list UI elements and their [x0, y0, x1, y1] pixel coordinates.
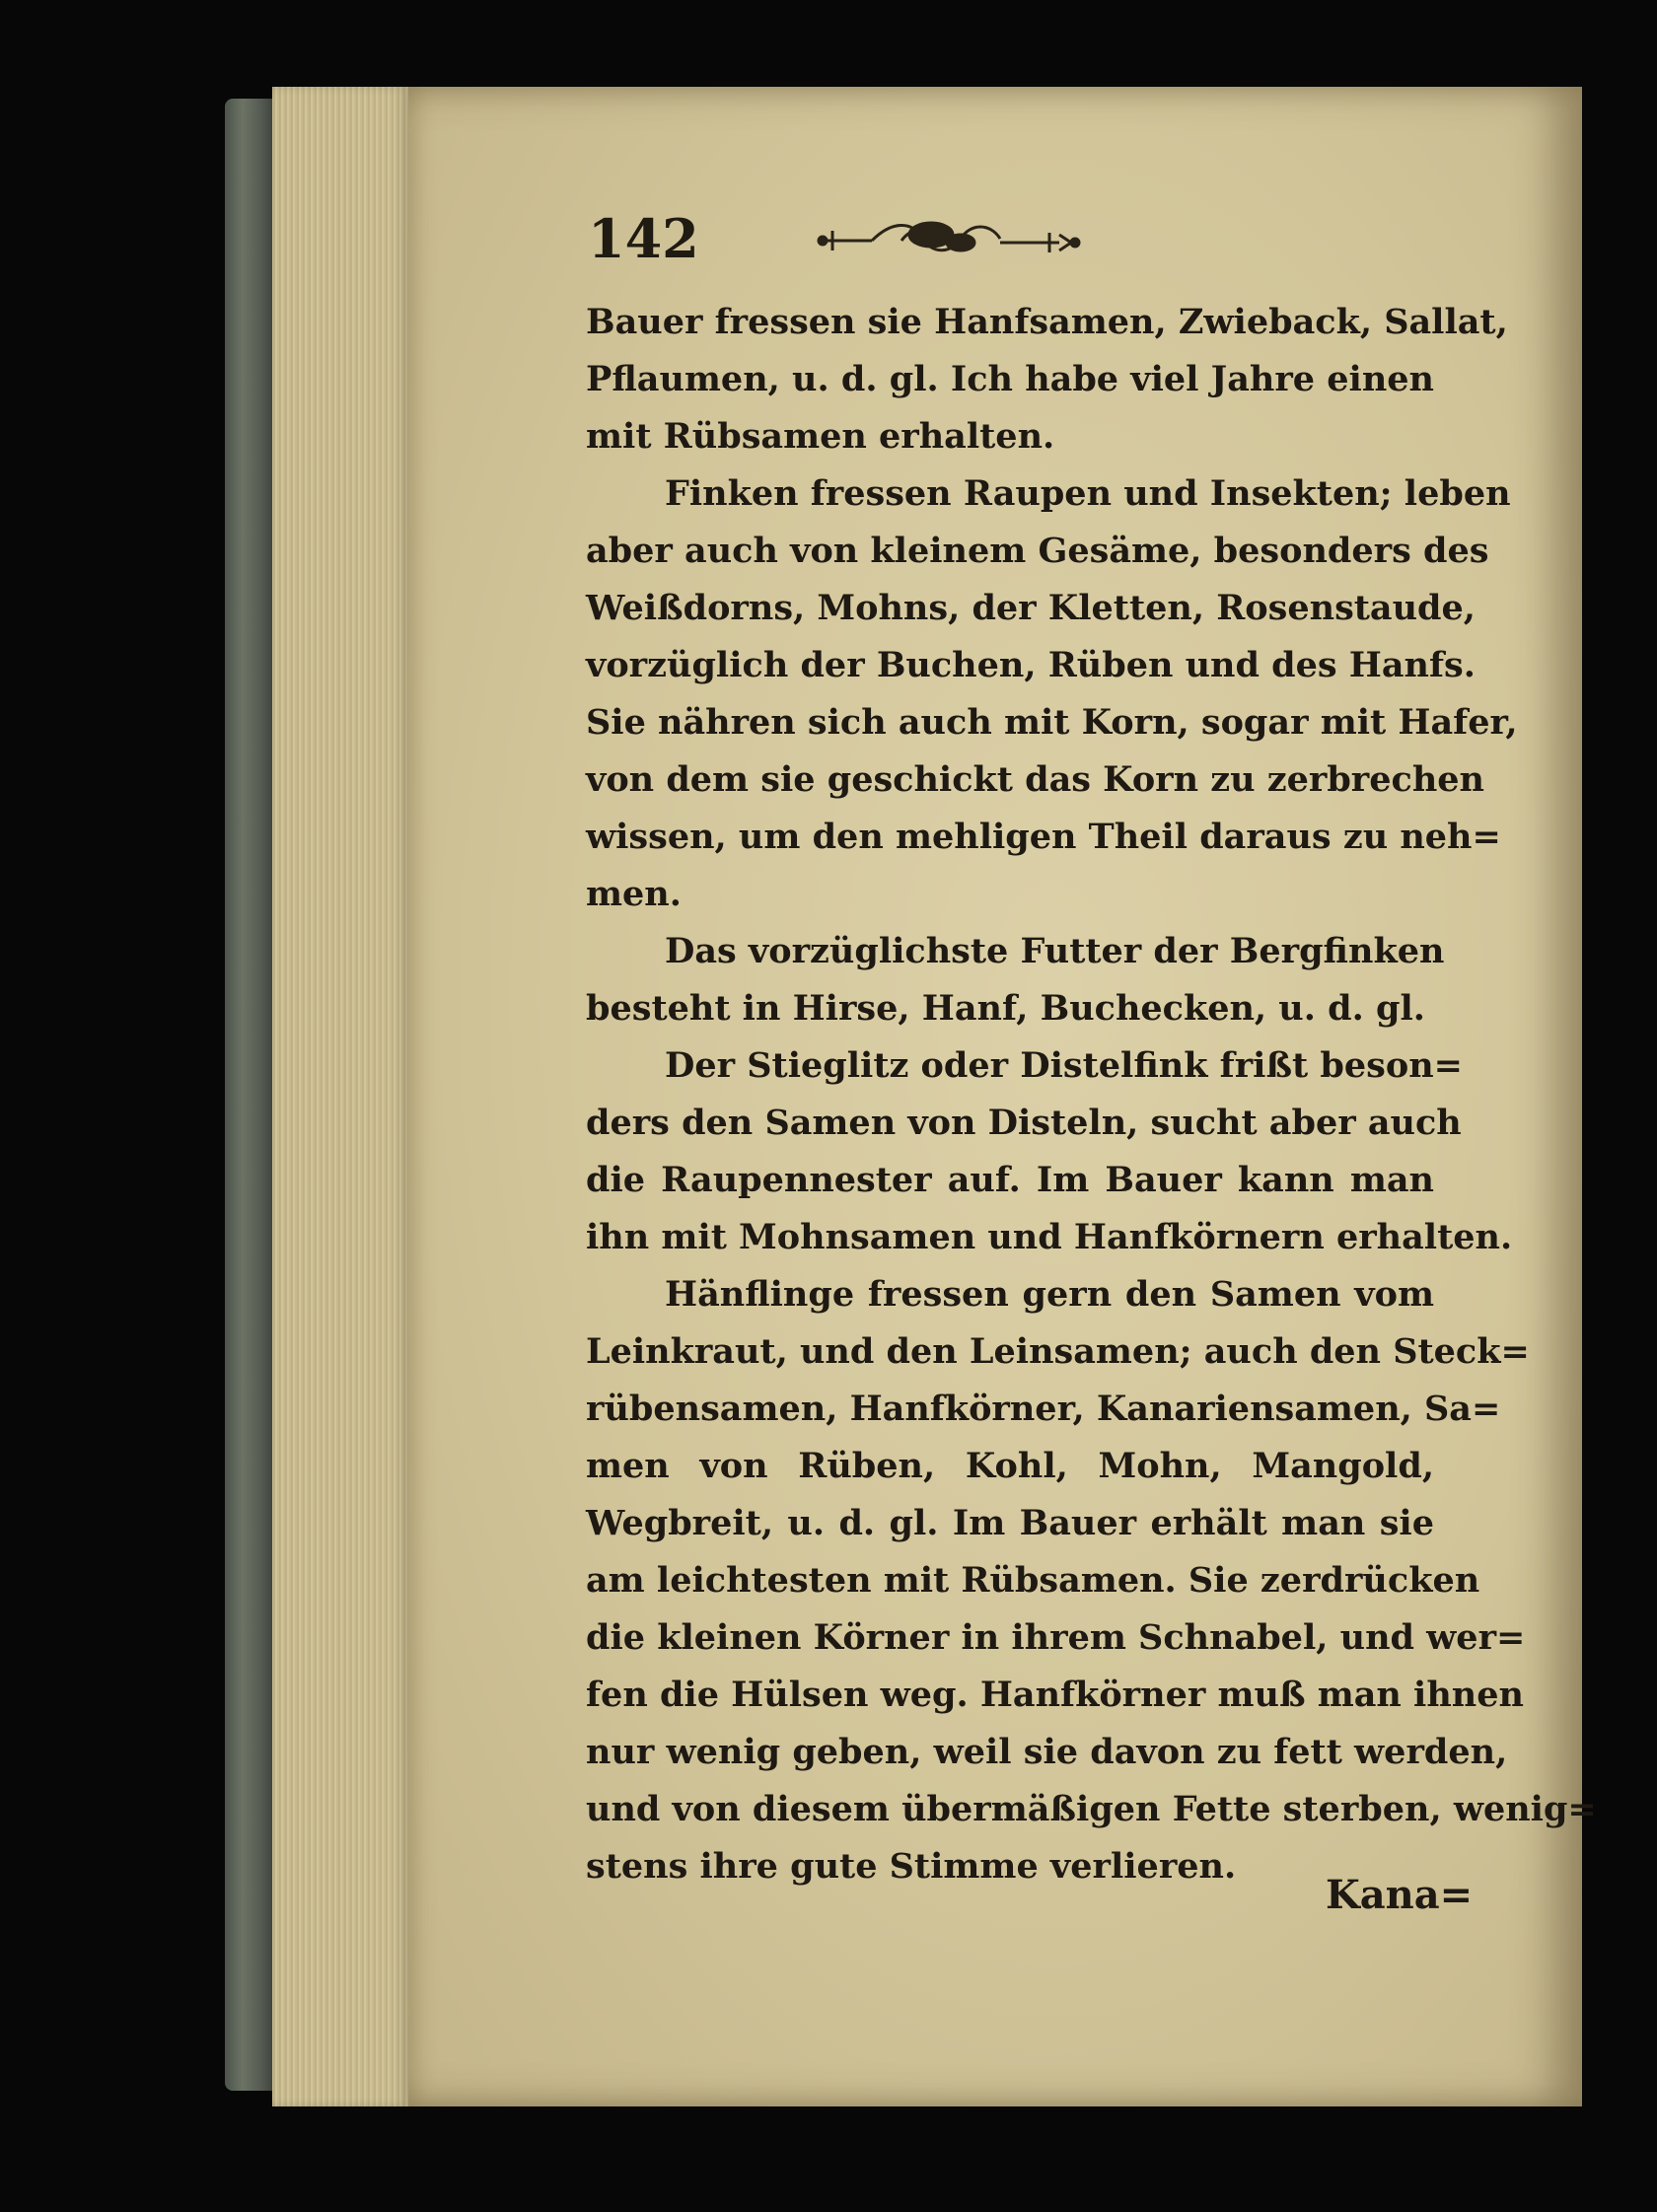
- text-line: men.: [586, 874, 682, 914]
- catchword: Kana=: [1326, 1872, 1474, 1918]
- text-line: die kleinen Körner in ihrem Schnabel, und wer=: [586, 1617, 1526, 1658]
- text-line: vorzüglich der Buchen, Rüben und des Hanfs.: [586, 645, 1476, 685]
- book-page: [408, 87, 1597, 2106]
- text-line: Das vorzüglichste Futter der Bergfinken: [665, 931, 1445, 971]
- text-line: fen die Hülsen weg. Hanfkörner muß man ihnen: [586, 1675, 1524, 1715]
- text-line: Finken fressen Raupen und Insekten; leben: [665, 473, 1511, 514]
- text-line: Der Stieglitz oder Distelfink frißt beson=: [665, 1045, 1463, 1086]
- page-number: 142: [588, 207, 699, 270]
- text-line: aber auch von kleinem Gesäme, besonders des: [586, 531, 1489, 571]
- book: [225, 87, 1597, 2106]
- text-line: und von diesem übermäßigen Fette sterben, wenig=: [586, 1789, 1597, 1829]
- text-line: Weißdorns, Mohns, der Kletten, Rosenstaude,: [586, 588, 1476, 628]
- text-line: besteht in Hirse, Hanf, Buchecken, u. d. gl.: [586, 988, 1425, 1029]
- text-line: Leinkraut, und den Leinsamen; auch den Steck=: [586, 1331, 1530, 1372]
- text-line: Pflaumen, u. d. gl. Ich habe viel Jahre einen: [586, 359, 1434, 399]
- text-line: am leichtesten mit Rübsamen. Sie zerdrücken: [586, 1560, 1480, 1601]
- body-text: [586, 294, 1597, 1895]
- text-line: Hänflinge fressen gern den Samen vom: [665, 1274, 1434, 1315]
- text-line: wissen, um den mehligen Theil daraus zu neh=: [586, 817, 1501, 857]
- text-line: Sie nähren sich auch mit Korn, sogar mit Hafer,: [586, 702, 1518, 743]
- text-line: nur wenig geben, weil sie davon zu fett werden,: [586, 1732, 1508, 1772]
- text-line: men von Rüben, Kohl, Mohn, Mangold,: [586, 1446, 1434, 1486]
- text-line: ihn mit Mohnsamen und Hanfkörnern erhalten.: [586, 1217, 1513, 1257]
- text-line: stens ihre gute Stimme verlieren.: [586, 1846, 1237, 1887]
- text-line: ders den Samen von Disteln, sucht aber auch: [586, 1103, 1462, 1143]
- text-line: von dem sie geschickt das Korn zu zerbrechen: [586, 759, 1484, 800]
- page-header: [588, 207, 1180, 276]
- text-line: die Raupennester auf. Im Bauer kann man: [586, 1160, 1434, 1200]
- text-line: mit Rübsamen erhalten.: [586, 416, 1055, 457]
- book-cover-edge: [225, 99, 276, 2091]
- text-line: rübensamen, Hanfkörner, Kanariensamen, Sa=: [586, 1389, 1501, 1429]
- decorative-vine-ornament-icon: [813, 215, 1089, 266]
- text-line: Bauer fressen sie Hanfsamen, Zwieback, Sallat,: [586, 302, 1508, 342]
- page-stack-edges: [272, 87, 408, 2106]
- text-line: Wegbreit, u. d. gl. Im Bauer erhält man sie: [586, 1503, 1434, 1543]
